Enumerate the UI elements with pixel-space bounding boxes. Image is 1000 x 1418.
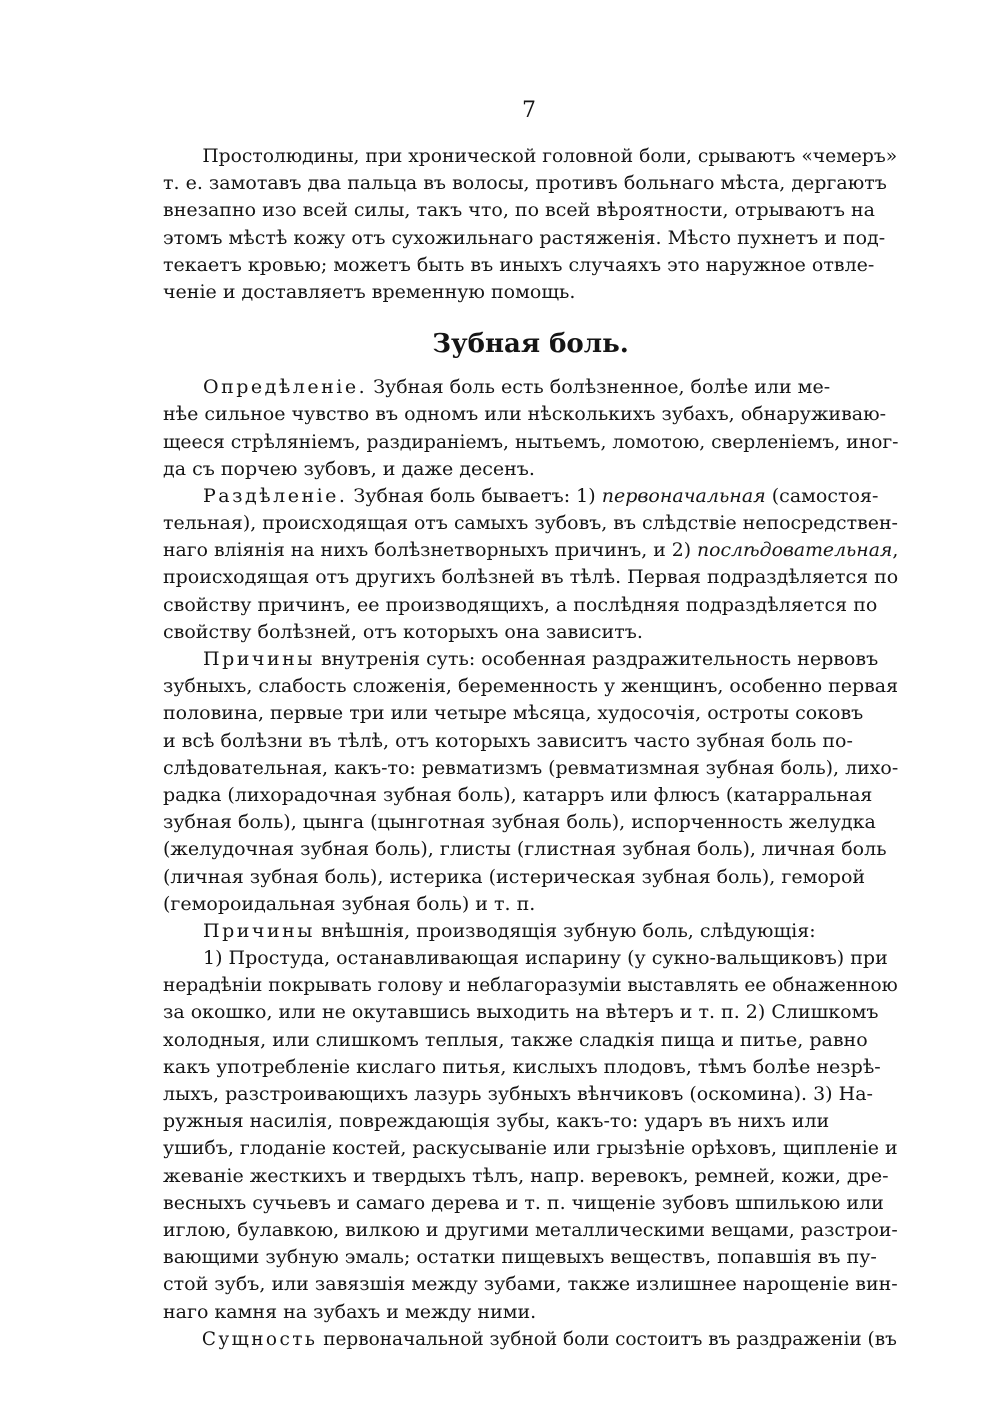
line-text: Простолюдины, при хронической головной боли, срываютъ «чемеръ» <box>202 145 898 167</box>
italic-term: послѣдовательная <box>697 539 893 562</box>
line-text: какъ употребленіе кислаго питья, кислыхъ плодовъ, тѣмъ болѣе незрѣ- <box>163 1055 881 1078</box>
spaced-lead-word: Причины <box>203 919 315 942</box>
text-line <box>163 755 899 782</box>
text-line <box>163 483 898 510</box>
line-text: вающими зубную эмаль; остатки пищевыхъ веществъ, попавшія въ пу- <box>163 1246 877 1269</box>
text-line <box>163 619 898 646</box>
line-text: Зубная боль бываетъ: 1) <box>347 484 602 507</box>
text-line <box>163 225 898 252</box>
line-text: (желудочная зубная боль), глисты (глистная зубная боль), личная боль <box>163 838 887 861</box>
text-line <box>163 1190 898 1217</box>
line-text: и всѣ болѣзни въ тѣлѣ, отъ которыхъ зависитъ часто зубная боль по- <box>163 729 853 752</box>
text-line <box>163 945 898 972</box>
text-line <box>163 374 898 401</box>
text-line <box>163 537 899 564</box>
line-text: слѣдовательная, какъ-то: ревматизмъ (ревматизмная зубная боль), лихо- <box>163 756 899 779</box>
text-line <box>163 401 898 428</box>
section-heading: Зубная боль. <box>432 329 629 360</box>
text-line <box>163 646 898 673</box>
text-line <box>163 782 898 809</box>
line-text: внезапно изо всей силы, такъ что, по всей вѣроятности, отрываютъ на <box>163 199 876 222</box>
line-text: стой зубъ, или завязшія между зубами, также излишнее нарощеніе вин- <box>163 1273 898 1296</box>
text-line <box>163 429 899 456</box>
line-text: ушибъ, глоданіе костей, раскусываніе или грызѣніе орѣховъ, щипленіе и <box>163 1137 898 1160</box>
text-line <box>163 252 898 279</box>
text-line <box>163 999 898 1026</box>
text-line <box>163 592 898 619</box>
line-text: внѣшнія, производящія зубную боль, слѣдующія: <box>314 919 816 942</box>
text-line <box>163 564 897 591</box>
text-line <box>163 700 898 727</box>
line-text: иглою, булавкою, вилкою и другими металлическими вещами, разстрои- <box>163 1218 898 1241</box>
line-text: (гемороидальная зубная боль) и т. п. <box>163 892 536 915</box>
line-text: жеваніе жесткихъ и твердыхъ тѣлъ, напр. веревокъ, ремней, кожи, дре- <box>163 1164 889 1187</box>
text-line <box>163 1299 898 1326</box>
page-text <box>163 143 898 1353</box>
text-line <box>163 1108 898 1135</box>
line-text: щееся стрѣляніемъ, раздираніемъ, нытьемъ, ломотою, сверленіемъ, иног- <box>163 430 899 453</box>
text-line <box>163 728 898 755</box>
text-line <box>163 673 899 700</box>
line-text: наго вліянія на нихъ болѣзнетворныхъ причинъ, и 2) <box>163 539 698 562</box>
text-line <box>163 1135 896 1162</box>
line-text: происходящая отъ другихъ болѣзней въ тѣлѣ. Первая подраздѣляется по <box>163 566 899 589</box>
line-text: радка (лихорадочная зубная боль), катарръ или флюсъ (катарральная <box>163 783 873 806</box>
text-line <box>163 836 898 863</box>
line-text: весныхъ сучьевъ и самаго дерева и т. п. чищеніе зубовъ шпилькою или <box>163 1191 884 1214</box>
line-text: ченіе и доставляетъ временную помощь. <box>163 280 576 303</box>
line-text: за окошко, или не окутавшись выходить на вѣтеръ и т. п. 2) Слишкомъ <box>163 1001 879 1024</box>
spaced-lead-word: Опредѣленіе. <box>203 376 368 399</box>
line-text: 1) Простуда, останавливающая испарину (у сукно-вальщиковъ) при <box>203 947 888 970</box>
line-text: (личная зубная боль), истерика (истерическая зубная боль), геморой <box>163 865 866 888</box>
line-tail: , <box>892 539 899 562</box>
text-line <box>163 918 898 945</box>
line-text: нѣе сильное чувство въ одномъ или нѣсколькихъ зубахъ, обнаруживаю- <box>163 403 887 426</box>
text-line <box>163 1244 898 1271</box>
text-line <box>163 170 898 197</box>
text-line <box>163 972 898 999</box>
text-line <box>163 456 898 483</box>
text-line <box>163 510 898 537</box>
line-text: этомъ мѣстѣ кожу отъ сухожильнаго растяженія. Мѣсто пухнетъ и под- <box>163 226 886 249</box>
text-line <box>163 1081 898 1108</box>
line-text: Зубная боль есть болѣзненное, болѣе или ме- <box>367 376 831 399</box>
text-line <box>163 279 898 306</box>
line-text: холодныя, или слишкомъ теплыя, также сладкія пища и питье, равно <box>163 1028 868 1051</box>
text-line <box>163 891 898 918</box>
spaced-lead-word: Причины <box>203 648 315 670</box>
line-text: внутренія суть: особенная раздражительность нервовъ <box>314 648 879 670</box>
page-number: 7 <box>522 98 536 123</box>
line-text: наго камня на зубахъ и между ними. <box>163 1300 537 1323</box>
text-line <box>163 1271 898 1298</box>
spaced-lead-word: Раздѣленіе. <box>203 484 348 507</box>
line-text: текаетъ кровью; можетъ быть въ иныхъ случаяхъ это наружное отвле- <box>163 253 875 276</box>
text-line <box>163 1027 898 1054</box>
text-line <box>163 1326 897 1353</box>
line-text: т. е. замотавъ два пальца въ волосы, противъ больнаго мѣста, дергаютъ <box>163 172 887 195</box>
text-line <box>163 143 898 170</box>
line-text: зубная боль), цынга (цынготная зубная боль), испорченность желудка <box>163 811 876 834</box>
line-tail: (самостоя- <box>765 484 879 507</box>
line-text: зубныхъ, слабость сложенія, беременность у женщинъ, особенно первая <box>163 675 899 698</box>
text-line <box>163 864 898 891</box>
line-text: да съ порчею зубовъ, и даже десенъ. <box>163 457 535 480</box>
line-text: свойству болѣзней, отъ которыхъ она зависитъ. <box>163 620 643 643</box>
text-line <box>163 1217 898 1244</box>
line-text: лыхъ, разстроивающихъ лазурь зубныхъ вѣнчиковъ (оскомина). 3) На- <box>163 1083 873 1105</box>
text-line <box>163 1054 898 1081</box>
italic-term: первоначальная <box>601 484 766 507</box>
line-text: нерадѣніи покрывать голову и неблагоразуміи выставлять ее обнаженною <box>163 974 898 997</box>
line-text: первоначальной зубной боли состоитъ въ раздраженіи (въ <box>317 1327 897 1350</box>
line-text: тельная), происходящая отъ самыхъ зубовъ, въ слѣдствіе непосредствен- <box>163 512 898 535</box>
line-text: ружныя насилія, повреждающія зубы, какъ-то: ударъ въ нихъ или <box>163 1110 830 1133</box>
text-line <box>163 197 898 224</box>
line-text: половина, первые три или четыре мѣсяца, худосочія, остроты соковъ <box>163 702 864 725</box>
spaced-lead-word: Сущность <box>201 1327 318 1350</box>
line-text: свойству причинъ, ее производящихъ, а послѣдняя подраздѣляется по <box>163 593 878 616</box>
text-line <box>163 809 898 836</box>
text-line <box>163 1163 898 1190</box>
